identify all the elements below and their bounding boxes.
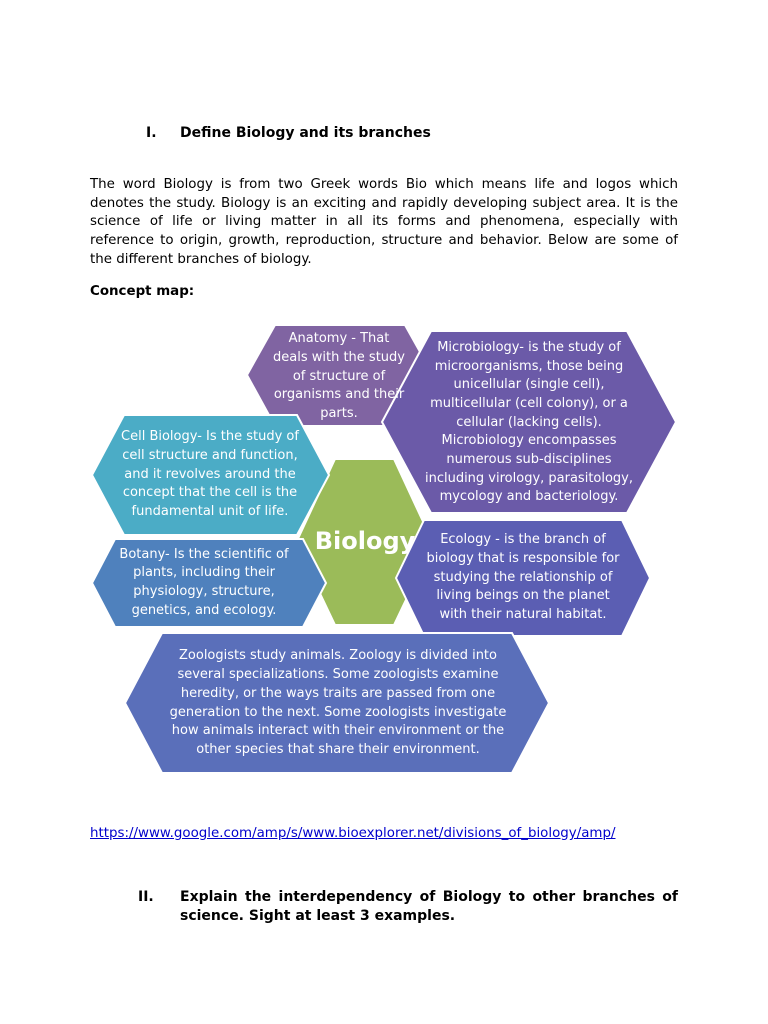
- ecology-text: Ecology - is the branch of biology that is responsible for studying the relationship of living beings on the planet with their natural habitat.: [426, 532, 620, 623]
- zoology-text: Zoologists study animals. Zoology is divided into several specializations. Some zoologists examine heredity, or the ways traits are passed from one generation to the next. Some zoologists investigate how animals interact with their environment or the other species that share their environment.: [169, 648, 507, 757]
- anatomy-node: [272, 330, 406, 424]
- botany-text: Botany- Is the scientific of plants, including their physiology, structure, genetics, and ecology.: [119, 546, 289, 618]
- section-2-title: Explain the interdependency of Biology to other branches of science. Sight at least 3 examples.: [180, 889, 678, 924]
- anatomy-text: Anatomy - That deals with the study of structure of organisms and their parts.: [273, 331, 405, 422]
- cell-biology-node: [118, 418, 302, 532]
- section-2-heading: [138, 888, 678, 928]
- section-number: I.: [146, 125, 157, 141]
- botany-node: [116, 544, 292, 622]
- source-link[interactable]: https://www.google.com/amp/s/www.bioexplorer.net/divisions_of_biology/amp/: [90, 826, 616, 841]
- microbiology-text: Microbiology- is the study of microorganisms, those being unicellular (single cell), multicellular (cell colony), or a cellular (lacking cells). Microbiology encompasses numerous sub-disciplines including virology, parasitology, mycology and bacteriology.: [424, 339, 634, 505]
- biology-center-label: Biology: [314, 527, 416, 555]
- section-title: Define Biology and its branches: [180, 125, 431, 141]
- ecology-node: [424, 522, 622, 634]
- section-2-number: II.: [138, 889, 154, 905]
- microbiology-node: [420, 338, 638, 508]
- cell-biology-text: Cell Biology- Is the study of cell structure and function, and it revolves around the concept that the cell is the fundamental unit of life.: [121, 429, 299, 520]
- concept-map-label: Concept map:: [90, 284, 195, 299]
- zoology-node: [168, 637, 508, 770]
- intro-paragraph: The word Biology is from two Greek words Bio which means life and logos which denotes the study. Biology is an exciting and rapidly developing subject area. It is the science of life or living matter in all its forms and phenomena, especially with reference to origin, growth, reproduction, structure and behavior. Below are some of the different branches of biology.: [90, 177, 678, 267]
